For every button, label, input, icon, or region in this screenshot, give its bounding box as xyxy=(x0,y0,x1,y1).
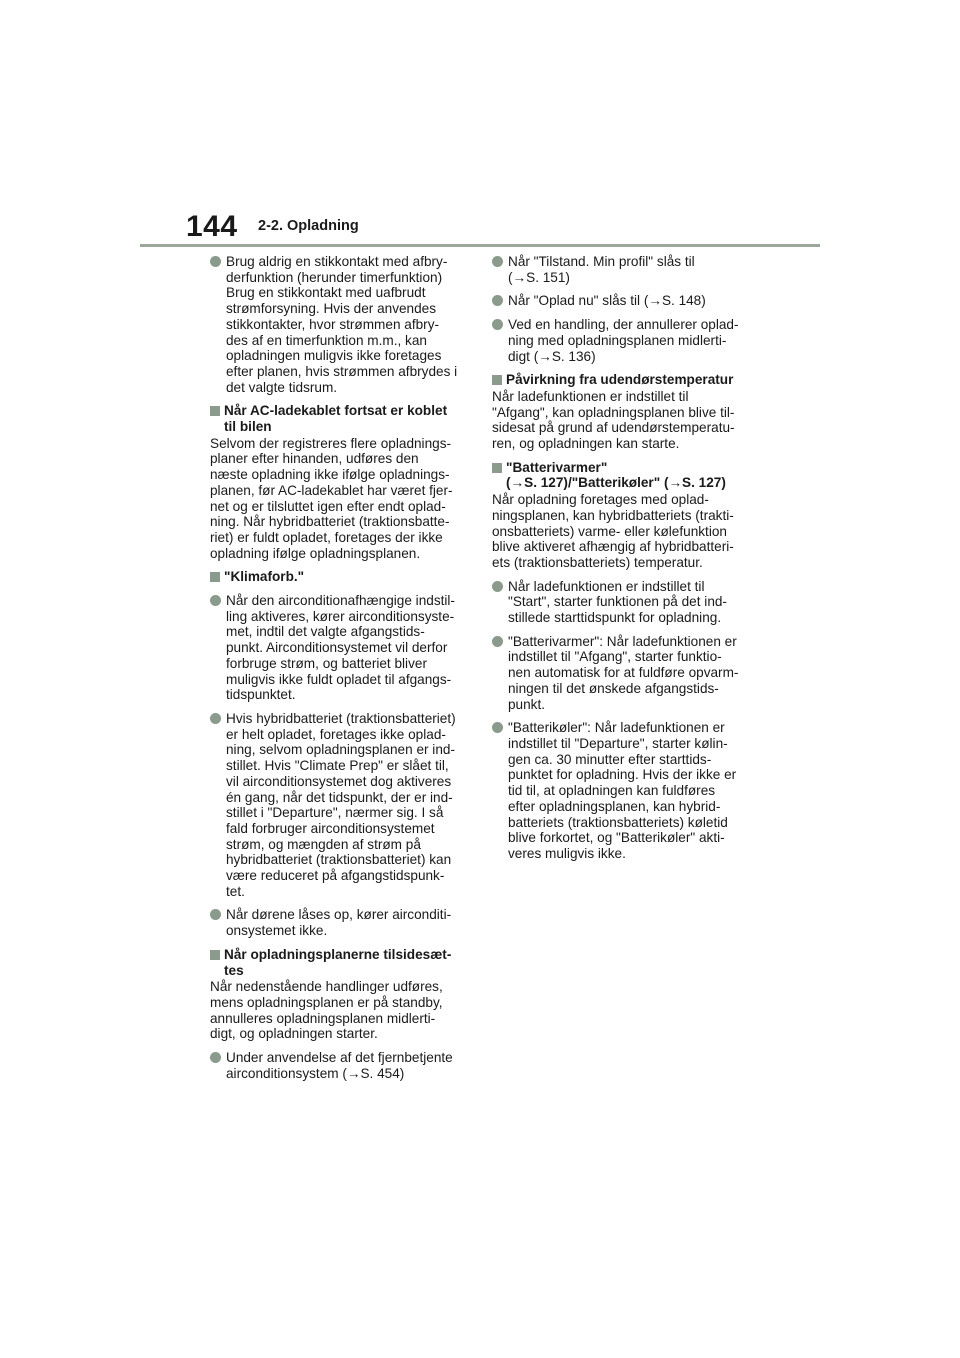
heading-text: "Batterivarmer" (→S. 127)/"Batterikøler" (→S. 127) xyxy=(506,459,726,491)
bullet-text: Når den airconditionafhængige indstil- ling aktiveres, kører airconditionsyste- met, indtil det valgte afgangstids- punkt. Airconditionsystemet vil derfor forbruge strøm, og batteriet bliver muligvis ikke fuldt opladet til afgangs- tidspunktet. xyxy=(226,593,455,703)
bullet-item xyxy=(210,593,462,703)
bullet-circle-icon xyxy=(210,1052,221,1063)
bullet-item xyxy=(210,254,462,395)
bullet-item xyxy=(492,579,744,626)
left-column xyxy=(210,254,462,1089)
header-divider xyxy=(140,244,820,247)
bullet-circle-icon xyxy=(210,909,221,920)
subsection-heading xyxy=(492,372,744,388)
bullet-text: Når dørene låses op, kører airconditi- onsystemet ikke. xyxy=(226,907,452,939)
bullet-text: Når "Oplad nu" slås til (→S. 148) xyxy=(508,293,706,309)
bullet-text: "Batterivarmer": Når ladefunktionen er indstillet til "Afgang", starter funktio- nen automatisk for at fuldføre opvarm- ningen til det ønskede afgangstids- punkt. xyxy=(508,633,739,712)
bullet-text: Ved en handling, der annullerer oplad- ning med opladningsplanen midlerti- digt (→S. 136) xyxy=(508,317,739,364)
bullet-text: Under anvendelse af det fjernbetjente airconditionsystem (→S. 454) xyxy=(226,1050,453,1081)
paragraph: Når ladefunktionen er indstillet til "Afgang", kan opladningsplanen blive til- sidesat på grund af udendørstemperatu- ren, og opladningen kan starte. xyxy=(492,388,735,452)
bullet-circle-icon xyxy=(210,595,221,606)
bullet-item xyxy=(492,254,744,285)
heading-text: "Klimaforb." xyxy=(224,569,305,585)
subsection-heading xyxy=(210,569,462,585)
heading-text: Når opladningsplanerne tilsidesæt- tes xyxy=(224,946,452,978)
bullet-circle-icon xyxy=(492,319,503,330)
subsection-heading xyxy=(210,947,462,978)
page-number: 144 xyxy=(186,210,238,243)
bullet-circle-icon xyxy=(492,722,503,733)
heading-square-icon xyxy=(210,406,220,416)
bullet-circle-icon xyxy=(492,636,503,647)
bullet-item xyxy=(492,720,744,861)
section-title: 2-2. Opladning xyxy=(258,218,359,234)
bullet-text: Brug aldrig en stikkontakt med afbry- derfunktion (herunder timerfunktion) Brug en stikkontakt med uafbrudt strømforsyning. Hvis der anvendes stikkontakter, hvor strømmen afbry- des af en timerfunktion m.m., kan opladningen muligvis ikke foretages efter planen, hvis strømmen afbrydes i det valgte tidsrum. xyxy=(226,254,458,395)
heading-square-icon xyxy=(492,375,502,385)
bullet-circle-icon xyxy=(492,295,503,306)
paragraph: Selvom der registreres flere opladnings- planer efter hinanden, udføres den næste opladning ikke ifølge opladnings- planen, før AC-ladekablet har været fjer- net og er tilsluttet igen efter endt oplad- ning. Når hybridbatteriet (traktionsbatte- riet) er fuldt opladet, foretages der ikke opladning ifølge opladningsplanen. xyxy=(210,435,453,561)
bullet-item xyxy=(210,907,462,938)
bullet-item xyxy=(492,293,744,309)
heading-text: Når AC-ladekablet fortsat er koblet til bilen xyxy=(224,403,448,435)
subsection-heading xyxy=(492,460,744,491)
bullet-text: Hvis hybridbatteriet (traktionsbatteriet) er helt opladet, foretages ikke oplad- ning, selvom opladningsplanen er ind- stillet. Hvis "Climate Prep" er slået til, vil airconditionsystemet dog aktiveres én gang, når det tidspunkt, der er ind- stillet i "Departure", nærmer sig. I så fald forbruger airconditionsystemet strøm, og mængden af strøm på hybridbatteriet (traktionsbatteriet) kan være reduceret på afgangstidspunk- tet. xyxy=(226,710,456,899)
bullet-text: "Batterikøler": Når ladefunktionen er indstillet til "Departure", starter kølin- gen ca. 30 minutter efter starttids- punktet for opladning. Hvis der ikke er tid til, at opladningen kan fuldføres efter opladningsplanen, kan hybrid- batteriets (traktionsbatteriets) køletid blive forkortet, og "Batterikøler" akti- veres muligvis ikke. xyxy=(508,720,737,861)
subsection-heading xyxy=(210,403,462,434)
bullet-text: Når "Tilstand. Min profil" slås til (→S. 151) xyxy=(508,254,695,285)
bullet-circle-icon xyxy=(492,256,503,267)
heading-text: Påvirkning fra udendørstemperatur xyxy=(506,372,734,388)
bullet-circle-icon xyxy=(210,256,221,267)
bullet-text: Når ladefunktionen er indstillet til "Start", starter funktionen på det ind- stillede starttidspunkt for opladning. xyxy=(508,578,727,626)
paragraph: Når nedenstående handlinger udføres, mens opladningsplanen er på standby, annulleres opladningsplanen midlerti- digt, og opladningen starter. xyxy=(210,979,443,1042)
bullet-item xyxy=(492,634,744,713)
bullet-item xyxy=(210,711,462,899)
bullet-circle-icon xyxy=(492,581,503,592)
bullet-item xyxy=(492,317,744,364)
right-column xyxy=(492,254,744,870)
bullet-item xyxy=(210,1050,462,1081)
heading-square-icon xyxy=(210,950,220,960)
paragraph: Når opladning foretages med oplad- ningsplanen, kan hybridbatteriets (trakti- onsbatteriets) varme- eller kølefunktion blive aktiveret afhængig af hybridbatteri- ets (traktionsbatteriets) temperatur. xyxy=(492,492,734,570)
heading-square-icon xyxy=(492,463,502,473)
heading-square-icon xyxy=(210,572,220,582)
bullet-circle-icon xyxy=(210,713,221,724)
